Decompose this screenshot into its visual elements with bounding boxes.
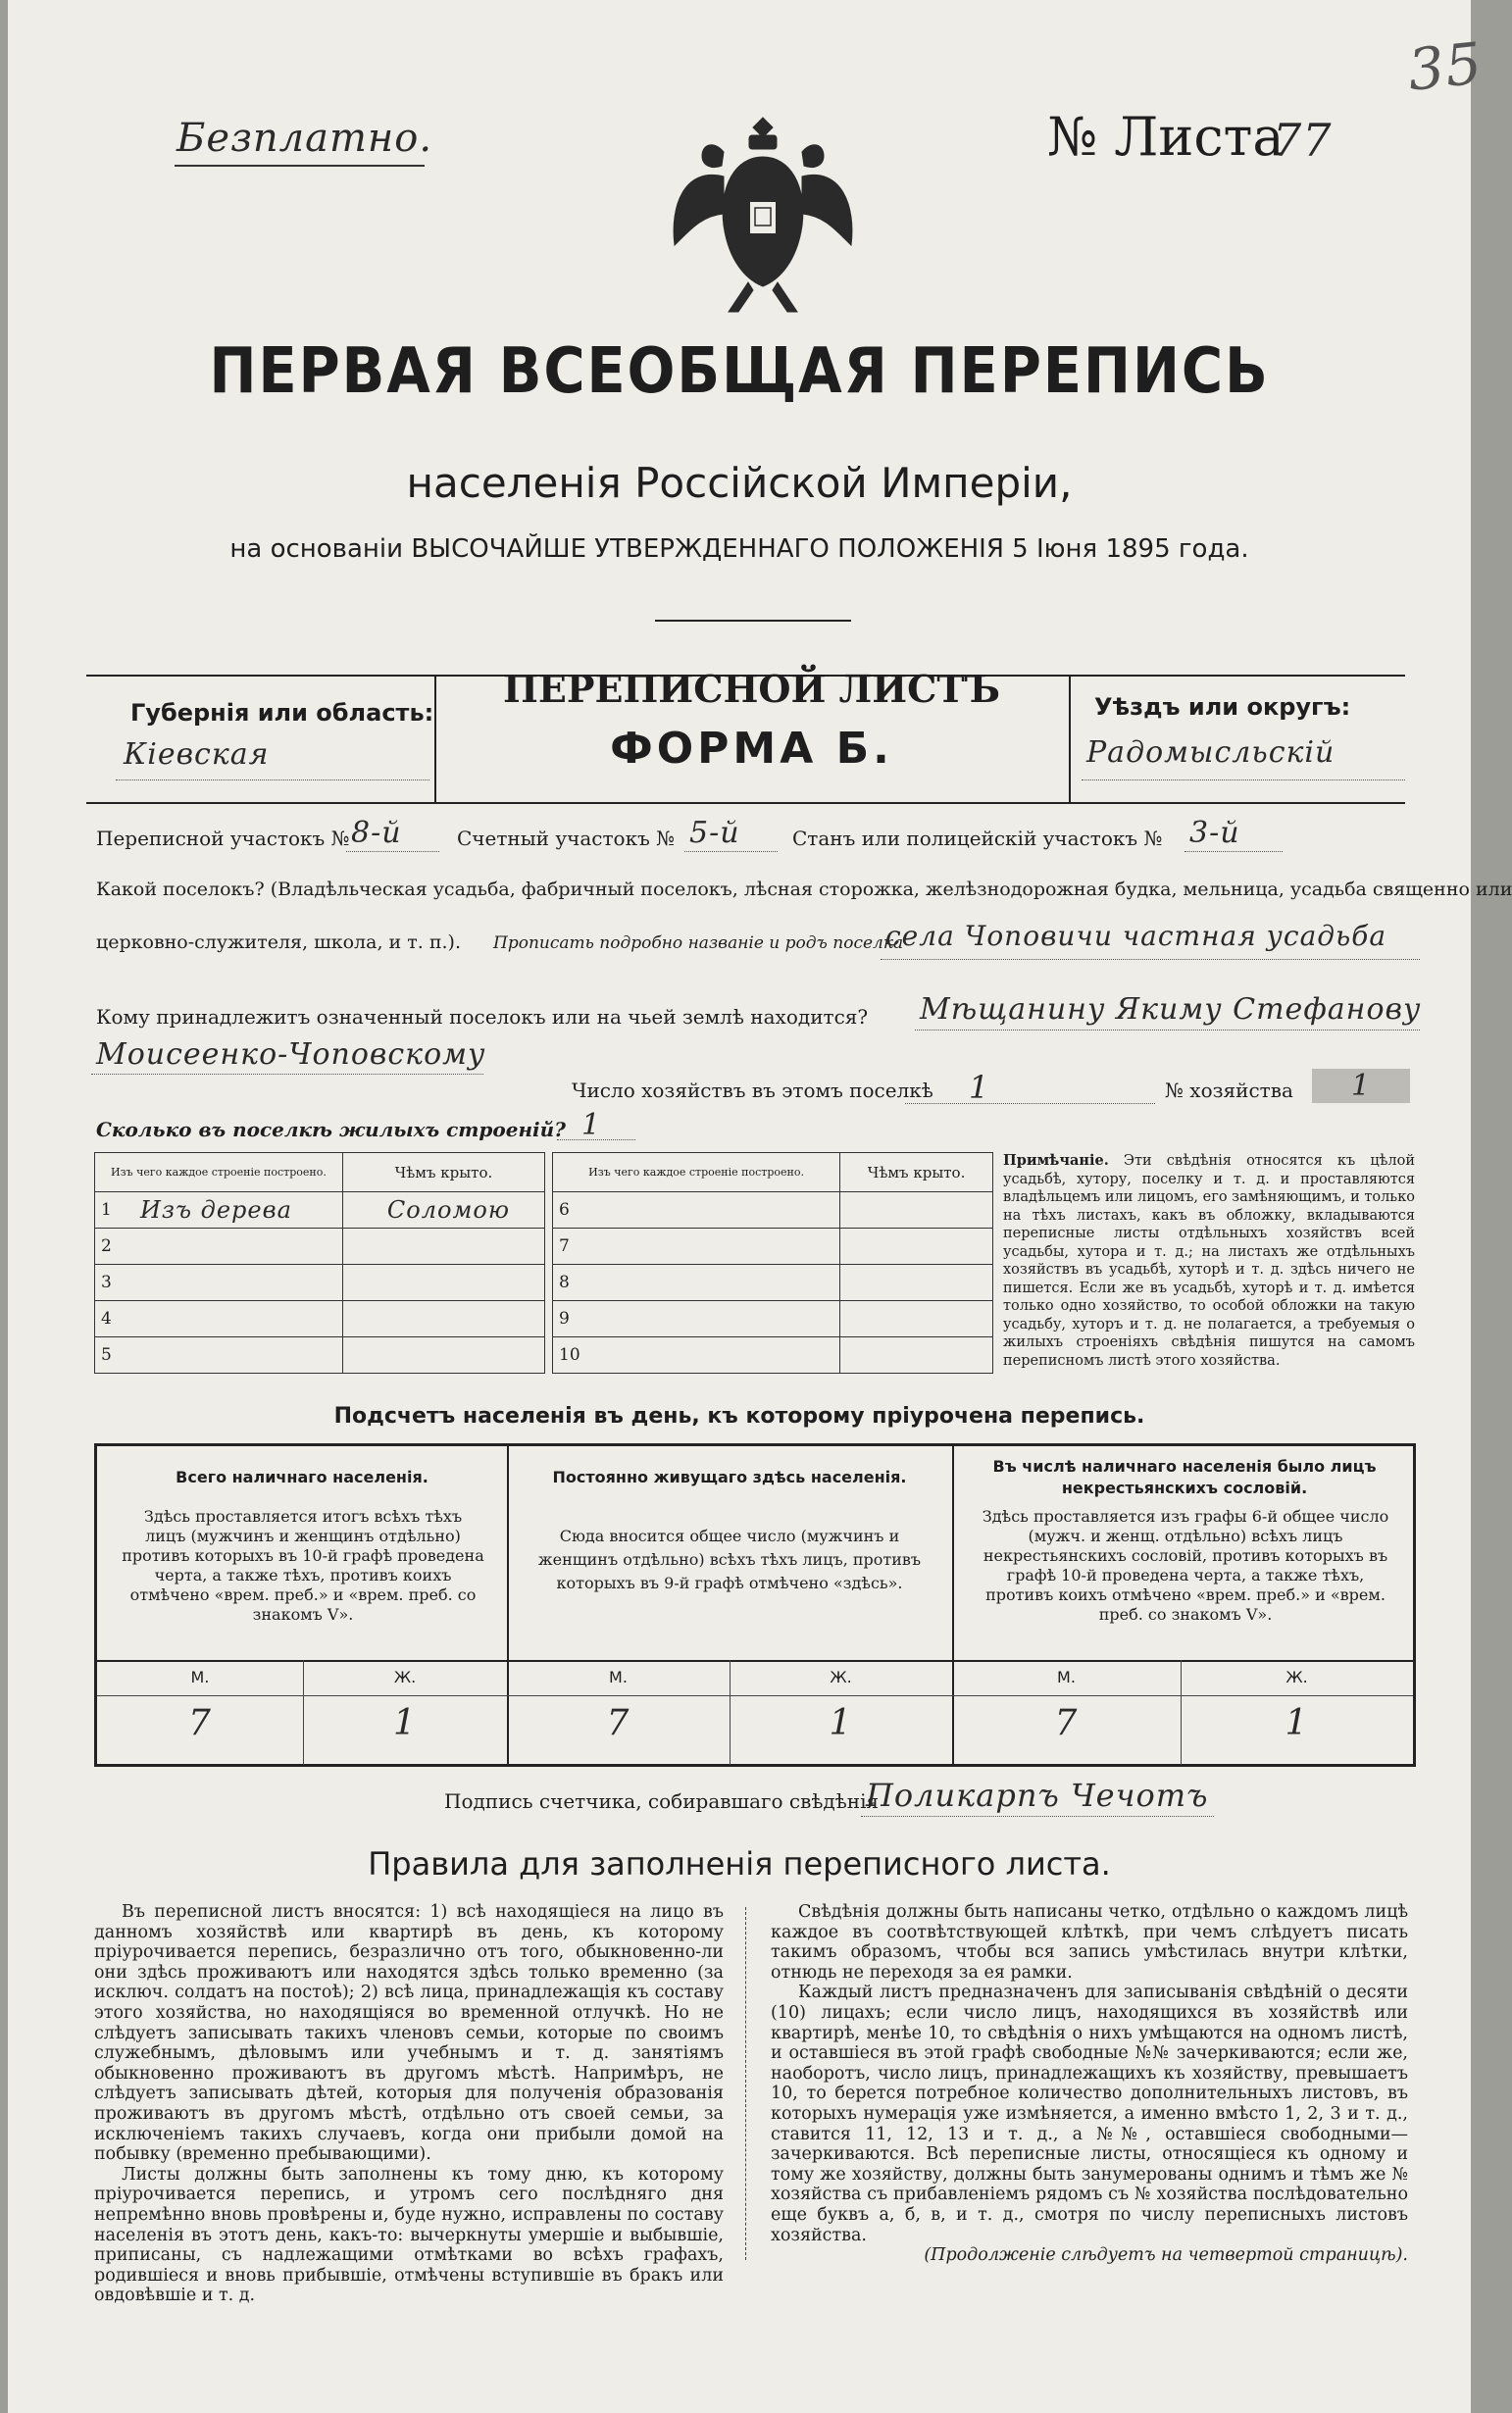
households-label: Число хозяйствъ въ этомъ поселкѣ — [572, 1079, 933, 1102]
building-roof-cell[interactable]: Соломою — [342, 1192, 544, 1229]
building-roof-cell[interactable] — [840, 1229, 993, 1265]
table-header-roof-right: Чѣмъ крыто. — [840, 1153, 993, 1192]
building-roof-cell[interactable] — [342, 1265, 544, 1301]
population-title: Подсчетъ населенія въ день, къ которому пріурочена перепись. — [333, 1404, 1145, 1429]
building-row — [95, 1229, 545, 1265]
pop-m-label-1: М. — [190, 1668, 210, 1686]
building-roof-cell[interactable] — [840, 1265, 993, 1301]
rules-continued-note: (Продолженіе слѣдуетъ на четвертой страницѣ). — [924, 2245, 1408, 2266]
pop-col3-text: Здѣсь проставляется изъ графы 6-й общее число (мужч. и женщ. отдѣльно) всѣхъ лицъ некрестьянскихъ сословій, противъ которыхъ въ графѣ 10-й проведена черта, а также тѣхъ, противъ коихъ отмѣчено «врем. преб.» и «врем. преб. со знакомъ V». — [982, 1507, 1389, 1624]
free-underline — [175, 165, 425, 167]
settlement-question-cont: церковно-служителя, школа, и т. п.). — [96, 931, 461, 953]
building-roof-cell[interactable] — [342, 1337, 544, 1374]
building-material-cell[interactable]: Изъ дерева — [134, 1192, 342, 1229]
pop-f-label-3: Ж. — [1285, 1668, 1308, 1686]
pop-col2-head: Постоянно живущаго здѣсь населенія. — [552, 1468, 907, 1486]
census-area-value[interactable]: 8-й — [351, 816, 402, 850]
building-row-number: 3 — [95, 1265, 135, 1301]
settlement-underline — [881, 959, 1420, 960]
signature-label: Подпись счетчика, собиравшаго свѣдѣнія — [444, 1789, 880, 1813]
count-area-value[interactable]: 5-й — [689, 816, 740, 850]
building-material-cell[interactable] — [592, 1337, 840, 1374]
pop-m-label-2: М. — [609, 1668, 628, 1686]
building-row — [553, 1265, 993, 1301]
form-type: ФОРМА Б. — [610, 724, 893, 774]
building-row-number: 9 — [553, 1301, 593, 1337]
count-area-label: Счетный участокъ № — [457, 827, 676, 850]
building-material-cell[interactable] — [592, 1192, 840, 1229]
table-header-roof: Чѣмъ крыто. — [342, 1153, 544, 1192]
form-box-bottom — [86, 802, 1405, 804]
free-label: Безплатно. — [176, 116, 433, 161]
building-roof-cell[interactable] — [342, 1301, 544, 1337]
rules-left-column — [94, 1902, 724, 2306]
building-row — [553, 1229, 993, 1265]
owner-underline-1 — [915, 1030, 1420, 1031]
building-row — [553, 1192, 993, 1229]
title-divider — [655, 620, 851, 622]
building-material-cell[interactable] — [134, 1229, 342, 1265]
building-row-number: 7 — [553, 1229, 593, 1265]
gubernia-label: Губернія или область: — [130, 699, 434, 727]
buildings-underline — [557, 1139, 635, 1140]
building-roof-cell[interactable] — [840, 1192, 993, 1229]
rules-right-column — [771, 1902, 1408, 2266]
building-material-cell[interactable] — [134, 1265, 342, 1301]
buildings-note — [1003, 1152, 1415, 1370]
building-row — [95, 1301, 545, 1337]
rules-left-para-1: Въ переписной листъ вносятся: 1) всѣ находящіеся на лицо въ данномъ хозяйствѣ или квартирѣ въ день, къ которому пріурочивается перепись, безразлично отъ того, обыкновенно-ли они здѣсь проживаютъ или находятся здѣсь только временно (за исключ. солдатъ на постоѣ); 2) всѣ лица, принадлежащія къ составу этого хозяйства, но находящіяся во временной отлучкѣ. Но не слѣдуетъ записывать такихъ членовъ семьи, которые по своимъ служебнымъ, дѣловымъ или учебнымъ и т. д. занятіямъ обыкновенно проживаютъ въ другомъ мѣстѣ. Напримѣръ, не слѣдуетъ записывать дѣтей, которыя для полученія образованія проживаютъ въ другомъ мѣстѣ, отдѣльно отъ своей семьи, за исключеніемъ такихъ случаевъ, когда они прибыли домой на побывку (временно пребывающими). — [94, 1902, 724, 2165]
building-row-number: 2 — [95, 1229, 135, 1265]
rules-right-para-2: Каждый листъ предназначенъ для записыванія свѣдѣній о десяти (10) лицахъ; если число лицъ, находящихся въ хозяйствѣ или квартирѣ, менѣе 10, то свѣдѣнія о нихъ умѣщаются на одномъ листѣ, и оставшіеся въ этой графѣ свободные №№ зачеркиваются; если же, наоборотъ, число лицъ, принадлежащихъ къ хозяйству, превышаетъ 10, то берется потребное количество дополнительныхъ листовъ, въ которыхъ нумерація уже измѣняется, а именно вмѣсто 1, 2, 3 и т. д., ставится 11, 12, 13 и т. д., а №№, оставшіеся свободными—зачеркиваются. Всѣ переписные листы, относящіеся къ одному и тому же хозяйству, должны быть занумерованы однимъ и тѣмъ же № хозяйства съ прибавленіемъ рядомъ съ № хозяйства послѣдовательно еще буквъ а, б, в, и т. д., смотря по числу переписныхъ листовъ хозяйства. — [771, 1983, 1408, 2245]
buildings-value[interactable]: 1 — [581, 1108, 602, 1142]
pop-f-label-1: Ж. — [393, 1668, 417, 1686]
note-text: Эти свѣдѣнія относятся къ цѣлой усадьбѣ, хутору, поселку и т. д. и проставляются владѣльцемъ или лицомъ, его замѣняющимъ, и только на тѣхъ листахъ, какъ въ обложку, вкладываются переписные листы отдѣльныхъ хозяйствъ всей усадьбы, хутора и т. д.; на листахъ же отдѣльныхъ хозяйствъ въ усадьбѣ, хуторѣ и т. д. здѣсь ничего не пишется. Если же въ усадьбѣ, хуторѣ и т. д. имѣется только одно хозяйство, то особой обложки на такую усадьбу, хуторъ и т. д. не полагается, а требуемыя о жилыхъ строеніяхъ свѣдѣнія пишутся на самомъ переписномъ листѣ этого хозяйства. — [1003, 1153, 1415, 1369]
pop-col3-head: Въ числѣ наличнаго населенія было лицъ некрестьянскихъ сословій. — [992, 1457, 1377, 1497]
household-number-label: № хозяйства — [1165, 1079, 1293, 1102]
building-row — [95, 1192, 545, 1229]
main-title: ПЕРВАЯ ВСЕОБЩАЯ ПЕРЕПИСЬ — [209, 335, 1270, 408]
pop-col1-head: Всего наличнаго населенія. — [176, 1468, 428, 1486]
building-roof-cell[interactable] — [840, 1337, 993, 1374]
settlement-question: Какой поселокъ? (Владѣльческая усадьба, фабричный поселокъ, лѣсная сторожка, желѣзнодорожная будка, мельница, усадьба священно или — [96, 879, 1512, 900]
household-number-value[interactable]: 1 — [1312, 1069, 1410, 1103]
building-row-number: 4 — [95, 1301, 135, 1337]
building-row — [553, 1301, 993, 1337]
rules-right-para-1: Свѣдѣнія должны быть написаны четко, отдѣльно о каждомъ лицѣ каждое въ соотвѣтствующей клѣткѣ, при чемъ слѣдуетъ писать такимъ образомъ, чтобы вся запись умѣстилась внутри клѣтки, отнюдь не переходя за ея рамки. — [771, 1902, 1408, 1983]
pop-col2-text: Сюда вносится общее число (мужчинъ и женщинъ отдѣльно) всѣхъ тѣхъ лицъ, противъ которыхъ въ 9-й графѣ отмѣчено «здѣсь». — [537, 1527, 922, 1592]
owner-value-line1[interactable]: Мѣщанину Якиму Стефанову — [920, 992, 1422, 1027]
uezd-underline — [1082, 779, 1405, 780]
building-row-number: 10 — [553, 1337, 593, 1374]
settlement-value[interactable]: села Чоповичи частная усадьба — [885, 920, 1387, 952]
owner-label: Кому принадлежитъ означенный поселокъ или на чьей землѣ находится? — [96, 1005, 869, 1029]
uezd-value[interactable]: Радомысльскій — [1086, 735, 1336, 770]
census-area-underline — [346, 851, 439, 852]
building-row-number: 5 — [95, 1337, 135, 1374]
owner-value-line2[interactable]: Моисеенко-Чоповскому — [96, 1037, 486, 1072]
pop-m-label-3: М. — [1057, 1668, 1076, 1686]
double-headed-eagle-emblem — [665, 98, 861, 333]
building-material-cell[interactable] — [592, 1301, 840, 1337]
rules-title: Правила для заполненія переписного листа. — [368, 1845, 1111, 1883]
pop-total-f[interactable]: 1 — [393, 1703, 417, 1743]
building-row-number: 1 — [95, 1192, 135, 1229]
households-underline — [905, 1103, 1155, 1104]
building-material-cell[interactable] — [592, 1265, 840, 1301]
table-header-material: Изъ чего каждое строеніе построено. — [95, 1153, 343, 1192]
count-area-underline — [684, 851, 778, 852]
building-roof-cell[interactable] — [342, 1229, 544, 1265]
pop-f-label-2: Ж. — [830, 1668, 852, 1686]
form-name: ПЕРЕПИСНОЙ ЛИСТЪ — [503, 667, 1000, 711]
corner-archive-number: 35 — [1404, 29, 1487, 104]
building-row — [95, 1337, 545, 1374]
police-area-value[interactable]: 3-й — [1189, 816, 1240, 850]
population-table — [94, 1443, 1416, 1767]
table-header-material-right: Изъ чего каждое строеніе построено. — [553, 1153, 840, 1192]
pop-nonpeasant-m[interactable]: 7 — [1054, 1703, 1079, 1743]
note-title: Примѣчаніе. — [1003, 1152, 1109, 1169]
pop-permanent-f[interactable]: 1 — [829, 1703, 853, 1743]
building-roof-cell[interactable] — [840, 1301, 993, 1337]
building-material-cell[interactable] — [134, 1337, 342, 1374]
buildings-table-right — [552, 1152, 993, 1374]
owner-underline-2 — [91, 1074, 483, 1075]
police-area-label: Станъ или полицейскій участокъ № — [792, 827, 1163, 850]
buildings-label: Сколько въ поселкѣ жилыхъ строеній? — [96, 1118, 566, 1141]
subtitle: населенія Россійской Имперіи, — [406, 459, 1073, 507]
census-sheet-page — [8, 0, 1512, 2413]
building-row-number: 6 — [553, 1192, 593, 1229]
signature-underline — [861, 1816, 1214, 1817]
building-row — [95, 1265, 545, 1301]
signature-value[interactable]: Поликарпъ Чечотъ — [866, 1777, 1209, 1814]
building-material-cell[interactable] — [134, 1301, 342, 1337]
building-row-number: 8 — [553, 1265, 593, 1301]
building-row — [553, 1337, 993, 1374]
households-value[interactable]: 1 — [969, 1069, 990, 1106]
uezd-label: Уѣздъ или округъ: — [1094, 693, 1351, 721]
sheet-number-label: № Листа — [1047, 106, 1285, 168]
gubernia-value[interactable]: Кіевская — [124, 737, 270, 772]
rules-column-divider — [745, 1907, 746, 2260]
police-area-underline — [1184, 851, 1283, 852]
building-material-cell[interactable] — [592, 1229, 840, 1265]
settlement-hint: Прописать подробно названіе и родъ поселка — [493, 933, 904, 953]
rules-left-para-2: Листы должны быть заполнены къ тому дню, къ которому пріурочивается перепись, и утромъ сего послѣдняго дня непремѣнно вновь провѣрены и, буде нужно, исправлены по составу населенія въ этотъ день, какъ-то: вычеркнуты умершіе и выбывшіе, приписаны, съ надлежащими отмѣтками во всѣхъ графахъ, родившіеся и вновь прибывшіе, отмѣчены вступившіе въ бракъ или овдовѣвшіе и т. д. — [94, 2164, 724, 2306]
pop-col1-text: Здѣсь проставляется итогъ всѣхъ тѣхъ лицъ (мужчинъ и женщинъ отдѣльно) противъ которыхъ въ 10-й графѣ проведена черта, а также тѣхъ, противъ коихъ отмѣчено «врем. преб.» и «врем. преб. со знакомъ V». — [122, 1507, 484, 1624]
sheet-number-value: 77 — [1273, 114, 1333, 167]
census-area-label: Переписной участокъ № — [96, 827, 350, 850]
legal-basis: на основаніи ВЫСОЧАЙШЕ УТВЕРЖДЕННАГО ПОЛОЖЕНІЯ 5 Іюня 1895 года. — [229, 534, 1249, 564]
form-box-right — [1069, 675, 1071, 802]
buildings-table-left — [94, 1152, 545, 1374]
pop-nonpeasant-f[interactable]: 1 — [1285, 1703, 1309, 1743]
gubernia-underline — [116, 779, 429, 780]
pop-permanent-m[interactable]: 7 — [606, 1703, 630, 1743]
pop-total-m[interactable]: 7 — [188, 1703, 212, 1743]
